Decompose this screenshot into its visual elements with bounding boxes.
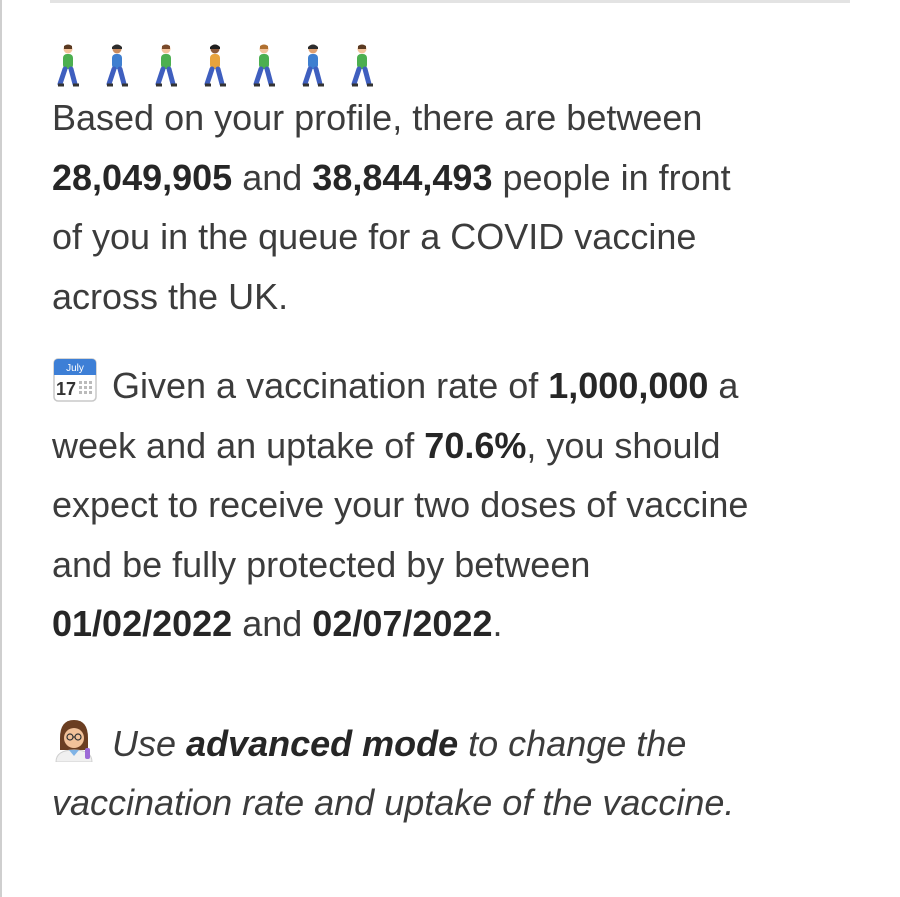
walking-person-icon: [152, 44, 180, 88]
schedule-line-1: July 17 Given a vaccination rate of 1,000,000 a: [52, 356, 852, 416]
advanced-mode-link[interactable]: advanced mode: [186, 722, 459, 764]
walking-person-icon: [348, 44, 376, 88]
queue-low-count: 28,049,905: [52, 156, 233, 198]
walking-people-row: [52, 38, 852, 88]
scientist-icon: [52, 718, 96, 762]
advanced-line-2: vaccination rate and uptake of the vaccine.: [52, 782, 735, 823]
uptake-value: 70.6%: [424, 424, 527, 466]
queue-line-1: Based on your profile, there are between: [52, 97, 703, 138]
schedule-line-2: week and an uptake of 70.6%, you should: [52, 424, 721, 466]
schedule-line-4: and be fully protected by between: [52, 543, 591, 585]
walking-person-icon: [250, 44, 278, 88]
vaccine-queue-result: [52, 38, 852, 833]
vaccination-rate-value: 1,000,000: [548, 365, 709, 406]
walking-person-icon: [54, 44, 82, 88]
schedule-line-5: 01/02/2022 and 02/07/2022.: [52, 603, 503, 644]
calendar-day: 17: [56, 379, 77, 399]
advanced-line-1: Use advanced mode to change the: [52, 714, 852, 774]
calendar-month: July: [66, 363, 84, 374]
walking-person-icon: [103, 44, 131, 88]
left-border: [0, 0, 2, 897]
calendar-icon: [52, 357, 98, 403]
queue-line-3: of you in the queue for a COVID vaccine: [52, 216, 697, 257]
queue-line-4: across the UK.: [52, 275, 289, 317]
queue-line-2: 28,049,905 and 38,844,493 people in front: [52, 156, 731, 198]
top-divider: [50, 0, 850, 3]
walking-person-icon: [201, 44, 229, 88]
schedule-line-3: expect to receive your two doses of vaccine: [52, 484, 749, 525]
walking-person-icon: [299, 44, 327, 88]
date-from: 01/02/2022: [52, 603, 233, 644]
date-to: 02/07/2022: [312, 603, 493, 644]
queue-high-count: 38,844,493: [312, 156, 493, 198]
